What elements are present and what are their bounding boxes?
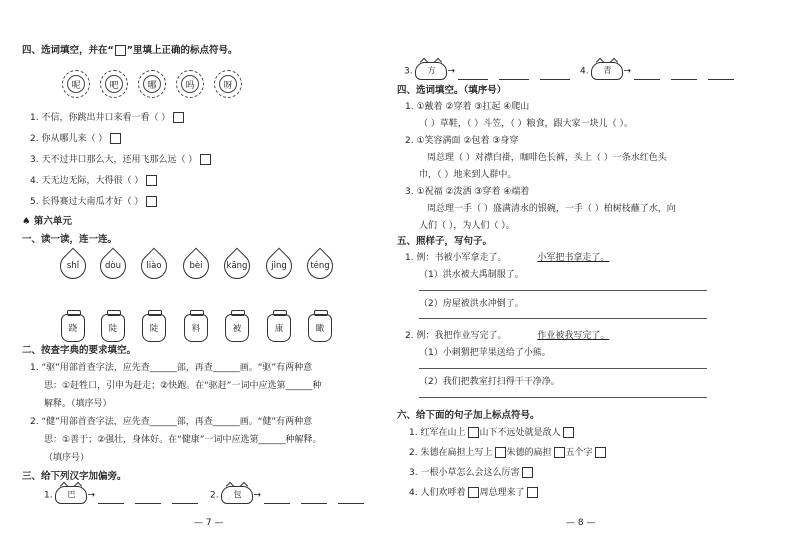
q1-options: 1. ①戴着 ②穿着 ③扛起 ④爬山 [405,102,530,112]
radical-item-2: 2. 包 → [210,486,364,504]
s4-item: 2. 你从哪儿来（ ） [30,131,121,144]
q1-text: （ ）草鞋，（ ）斗笠，（ ）粮食，跟大家一块儿（ ）。 [419,119,633,129]
answer-box[interactable] [468,427,479,438]
pinyin-drop: téng [302,248,339,285]
radical-item-4: 4. 青 → [580,62,734,80]
answer-blank[interactable] [98,503,124,504]
s2-para2-line2: 思：①善于；②强壮，身体好。在“健康”一词中应选第______种解释。 [44,435,322,445]
ex1-q2: （2）房屋被洪水冲倒了。 [419,299,524,309]
answer-box[interactable] [563,427,574,438]
answer-blank[interactable] [172,503,198,504]
flower-word: 呢 [62,70,90,98]
pinyin-drop: bèi [178,248,215,285]
answer-box[interactable] [495,447,506,458]
ex1-q1: （1）洪水被大禹制服了。 [419,270,524,280]
example-1: 1. 例：书被小军拿走了。 小军把书拿走了。 [405,253,610,263]
answer-blank[interactable] [499,79,529,80]
s4-item: 4. 天无边无际，大得很（ ） [30,173,157,186]
char-jar: 跷 [61,314,85,342]
char-jar: 瞰 [308,314,332,342]
page-number-8: — 8 — [566,518,596,528]
pinyin-drop: dòu [95,248,132,285]
pinyin-drop: kāng [219,248,256,285]
char-jar: 陡 [101,314,125,342]
s2-para2-line3: （填序号） [44,453,90,463]
q3-line1: 周总理一手（ ）盛满清水的银碗，一手（ ）柏树枝蘸了水，向 [427,204,676,214]
example-2: 2. 例：我把作业写完了。 作业被我写完了。 [405,331,610,341]
punctuation-box-sample [115,45,126,56]
answer-box[interactable] [146,196,157,207]
answer-box[interactable] [522,467,533,478]
flower-word: 吗 [176,70,204,98]
flower-word: 吧 [100,70,128,98]
page-number-7: — 7 — [194,518,224,528]
radical-item-3: 3. 方 → [404,62,570,80]
example-1-answer: 小军把书拿走了。 [537,253,610,263]
pinyin-drop: shǐ [55,248,92,285]
s6-item-4: 4. 人们欢呼着 周总理来了 [409,485,538,498]
q3-line2: 人们（ ），为人们（ ）。 [419,221,515,231]
answer-line[interactable] [419,397,707,398]
cat-char-icon: 包 [221,486,253,504]
q2-options: 2. ①笑容满面 ②包着 ③身穿 [405,136,519,146]
s2-para1-line1: 1. “驱”用部首查字法，应先查______部，再查______画。“驱”有两种意 [30,363,313,373]
q3-options: 3. ①祝福 ②泼洒 ③穿着 ④端着 [405,187,530,197]
right-section-4-title: 四、选词填空。（填序号） [397,85,507,96]
answer-blank[interactable] [634,79,660,80]
answer-box[interactable] [554,447,565,458]
answer-box[interactable] [173,112,184,123]
answer-blank[interactable] [540,79,570,80]
answer-blank[interactable] [264,503,290,504]
example-2-answer: 作业被我写完了。 [537,331,610,341]
answer-blank[interactable] [708,79,734,80]
s4-item: 3. 天不过井口那么大，还用飞那么远（ ） [30,152,211,165]
s6-item-1: 1. 红军在山上 山下不远处就是敌人 [409,425,574,438]
char-jar: 康 [267,314,291,342]
q2-line2: 巾，（ ）地来到人群中。 [419,170,517,180]
answer-line[interactable] [419,318,707,319]
radical-item-1: 1. 巴 → [44,486,198,504]
section-1-title: 一、读一读，连一连。 [22,234,118,245]
pinyin-drop: jìng [261,248,298,285]
ex2-q2: （2）我们把教室打扫得干干净净。 [419,377,560,387]
s2-para1-line3: 解释。（填序号） [44,399,112,409]
q2-line1: 周总理（ ）对襟白褂，咖啡色长裤，头上（ ）一条水红色头 [427,153,667,163]
answer-box[interactable] [595,447,606,458]
section-3-title: 三、给下列汉字加偏旁。 [22,471,127,482]
answer-box[interactable] [468,487,479,498]
s4-item: 5. 长得赛过大南瓜才好（ ） [30,194,157,207]
answer-blank[interactable] [135,503,161,504]
answer-box[interactable] [527,487,538,498]
cat-char-icon: 方 [415,62,447,80]
answer-blank[interactable] [301,503,327,504]
section-2-title: 二、按查字典的要求填空。 [22,345,137,356]
section-6-title: 六、给下面的句子加上标点符号。 [397,410,540,421]
answer-line[interactable] [419,290,707,291]
section-4-title: 四、选词填空，并在“ ”里填上正确的标点符号。 [22,45,238,56]
s2-para1-line2: 思：①赶牲口，引申为赶走；②快跑。在“驱赶”一词中应选第______种 [44,381,322,391]
cat-char-icon: 巴 [55,486,87,504]
s2-para2-line1: 2. “健”用部首查字法，应先查______部，再查______画。“健”有两种意 [30,417,313,427]
char-jar: 陡 [142,314,166,342]
cat-char-icon: 青 [591,62,623,80]
section-5-title: 五、照样子，写句子。 [397,236,493,247]
pinyin-drop: liào [136,248,173,285]
char-jar: 被 [225,314,249,342]
answer-line[interactable] [419,368,707,369]
unit-6-heading: ♠ 第六单元 [22,216,72,227]
answer-box[interactable] [146,175,157,186]
answer-blank[interactable] [671,79,697,80]
answer-blank[interactable] [338,503,364,504]
answer-box[interactable] [110,133,121,144]
answer-box[interactable] [200,154,211,165]
flower-word: 哪 [138,70,166,98]
char-jar: 料 [184,314,208,342]
answer-blank[interactable] [458,79,488,80]
ex2-q1: （1）小刺猬把苹果送给了小熊。 [419,348,551,358]
s4-item: 1. 不信，你跳出井口来看一看（ ） [30,110,184,123]
s6-item-3: 3. 一根小草怎么会这么厉害 [409,465,533,478]
flower-word: 呀 [214,70,242,98]
s6-item-2: 2. 朱德在扁担上写上 朱德的扁担 五个字 [409,445,606,458]
